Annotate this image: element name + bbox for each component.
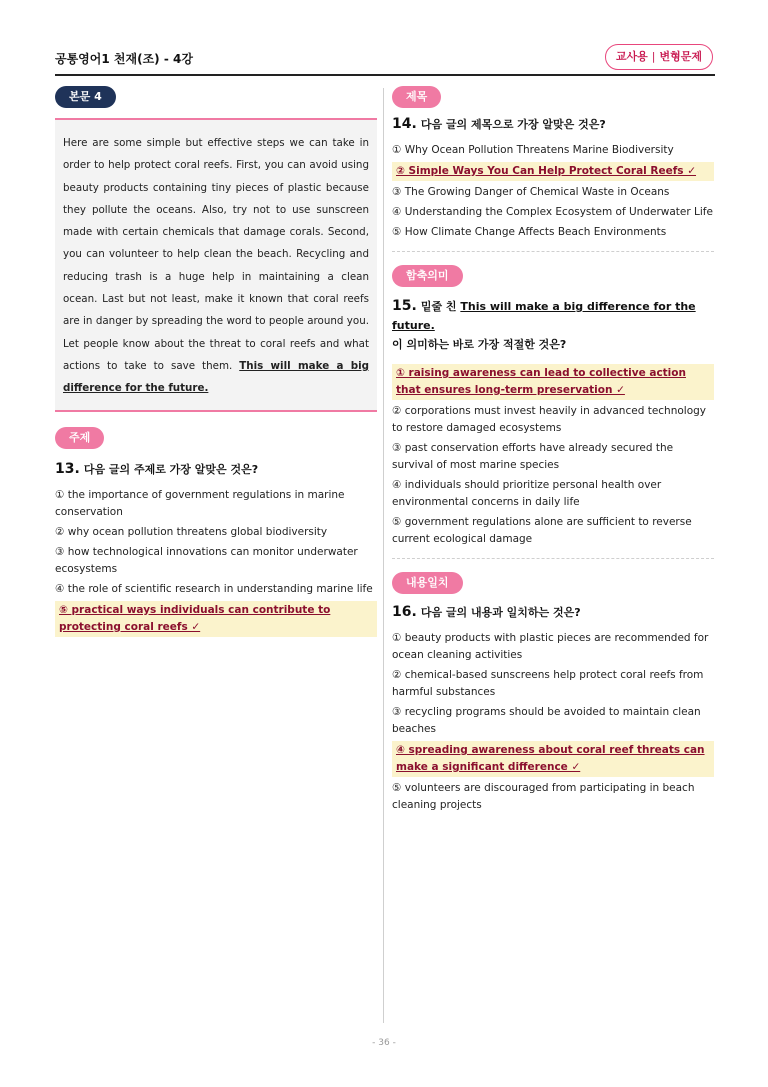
passage-text: Here are some simple but effective steps we can take in order to help protect coral reefs. First, you can avoid using beauty products containing tiny pieces of plastic because they pollute the oceans. Also, try not to use sunscreen made with certain chemicals that damage corals. Second, you can volunteer to help clean the beach. Recycling and reducing trash is a huge help in maintaining a clean ocean. Last but not least, make it known that coral reefs are in danger by spreading the word to people around you. Let people know about the threat to coral reefs and what actions to take to save them.	[63, 137, 369, 372]
question-15	[392, 264, 714, 548]
q16-option-2[interactable]: ② chemical-based sunscreens help protect coral reefs from harmful substances	[392, 669, 704, 698]
q13-title	[55, 461, 377, 477]
q15-options	[392, 364, 714, 548]
q16-option-1[interactable]: ① beauty products with plastic pieces are recommended for ocean cleaning activities	[392, 632, 709, 661]
section-divider	[392, 251, 714, 252]
left-column	[55, 85, 377, 640]
page-number: - 36 -	[372, 1038, 396, 1048]
passage-tag: 본문 4	[55, 86, 116, 108]
q14-option-1[interactable]: ① Why Ocean Pollution Threatens Marine Biodiversity	[392, 144, 674, 156]
question-14	[392, 85, 714, 241]
q14-option-3[interactable]: ③ The Growing Danger of Chemical Waste in Oceans	[392, 186, 670, 198]
q15-option-3[interactable]: ③ past conservation efforts have already secured the survival of most marine species	[392, 442, 674, 471]
q13-option-4[interactable]: ④ the role of scientific research in understanding marine life	[55, 582, 373, 595]
q15-title	[392, 297, 714, 354]
right-column	[392, 85, 714, 817]
q15-option-5[interactable]: ⑤ government regulations alone are sufficient to reverse current ecological damage	[392, 516, 692, 545]
passage-underlined-sentence: This will make a big difference for the future.	[63, 359, 369, 395]
q15-option-4[interactable]: ④ individuals should prioritize personal health over environmental concerns in daily life	[392, 479, 662, 508]
q16-number: 16.	[392, 604, 417, 620]
q15-option-1-answer[interactable]: ① raising awareness can lead to collective action that ensures long-term preservation ✓	[392, 364, 714, 400]
q14-option-4[interactable]: ④ Understanding the Complex Ecosystem of Underwater Life	[392, 206, 713, 218]
q14-tag: 제목	[392, 86, 441, 108]
q15-prompt-post: 이 의미하는 바로 가장 적절한 것은?	[392, 338, 567, 351]
badge-separator: |	[651, 50, 656, 63]
q13-options	[55, 487, 377, 637]
q13-prompt: 다음 글의 주제로 가장 알맞은 것은?	[83, 462, 259, 476]
q13-tag: 주제	[55, 427, 104, 449]
q13-option-2[interactable]: ② why ocean pollution threatens global biodiversity	[55, 525, 328, 538]
q16-option-5[interactable]: ⑤ volunteers are discouraged from participating in beach cleaning projects	[392, 782, 695, 811]
q14-option-2-answer[interactable]: ② Simple Ways You Can Help Protect Coral Reefs ✓	[392, 162, 714, 181]
q14-options	[392, 142, 714, 241]
q16-tag: 내용일치	[392, 572, 463, 594]
passage-box	[55, 118, 377, 412]
q14-number: 14.	[392, 116, 417, 132]
q15-number: 15.	[392, 298, 417, 314]
q15-option-2[interactable]: ② corporations must invest heavily in advanced technology to restore damaged ecosystems	[392, 405, 707, 434]
q13-option-3[interactable]: ③ how technological innovations can monitor underwater ecosystems	[55, 545, 358, 575]
teacher-badge	[605, 44, 713, 70]
page-title: 공통영어1 천재(조) - 4강	[55, 52, 193, 66]
q16-prompt: 다음 글의 내용과 일치하는 것은?	[420, 606, 581, 619]
page-header	[55, 44, 715, 76]
badge-type-label: 변형문제	[659, 50, 702, 63]
question-16	[392, 571, 714, 814]
q16-option-3[interactable]: ③ recycling programs should be avoided to maintain clean beaches	[392, 706, 701, 735]
section-divider	[392, 558, 714, 559]
question-13	[55, 426, 377, 637]
q13-option-5-answer[interactable]: ⑤ practical ways individuals can contribute to protecting coral reefs ✓	[55, 601, 377, 637]
q15-tag: 함축의미	[392, 265, 463, 287]
q15-prompt-underlined: This will make a big difference for the future.	[392, 300, 696, 332]
q16-title	[392, 604, 714, 620]
q13-number: 13.	[55, 460, 80, 477]
q14-option-5[interactable]: ⑤ How Climate Change Affects Beach Environments	[392, 226, 667, 238]
badge-teacher-label: 교사용	[615, 50, 648, 63]
q16-options	[392, 630, 714, 814]
q15-prompt-pre: 밑줄 친	[420, 300, 461, 313]
q13-option-1[interactable]: ① the importance of government regulations in marine conservation	[55, 488, 345, 518]
q14-prompt: 다음 글의 제목으로 가장 알맞은 것은?	[420, 118, 606, 131]
column-divider	[383, 88, 384, 1023]
q16-option-4-answer[interactable]: ④ spreading awareness about coral reef threats can make a significant difference ✓	[392, 741, 714, 777]
q14-title	[392, 116, 714, 132]
